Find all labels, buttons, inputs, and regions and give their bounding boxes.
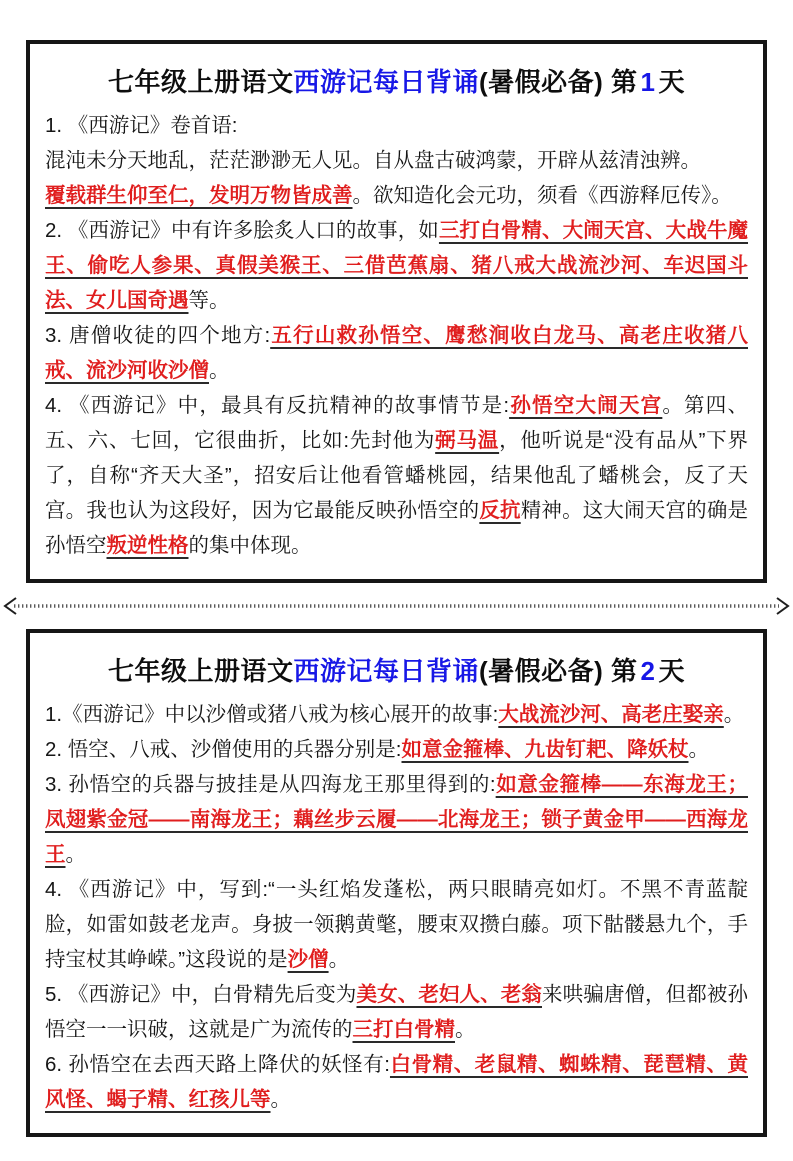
- title-accent-run: 西游记每日背诵: [293, 656, 479, 686]
- text-run: 。欲知造化会元功，须看《西游释厄传》。: [352, 184, 732, 207]
- answer-highlight: 美女、老妇人、老翁: [356, 983, 542, 1006]
- paragraph: [45, 143, 748, 178]
- title-run: 天: [658, 656, 686, 686]
- text-run: 2. 《西游记》中有许多脍炙人口的故事，如: [45, 219, 439, 242]
- answer-highlight: 反抗: [479, 499, 521, 522]
- answer-highlight: 叛逆性格: [106, 534, 189, 557]
- card-title: [45, 62, 748, 99]
- day-card: [26, 629, 767, 1137]
- text-run: 4. 《西游记》中，写到:“一头红焰发蓬松，两只眼睛亮如灯。不黑不青蓝靛脸，如雷如鼓老龙声。身披一领鹅黄氅，腰束双攒白藤。项下骷髅悬九个，手持宝杖其峥嵘。”这段说的是: [45, 878, 748, 971]
- title-run: (暑假必备) 第: [479, 656, 638, 686]
- paragraph: [45, 732, 748, 767]
- text-run: 5. 《西游记》中，白骨精先后变为: [45, 983, 357, 1006]
- paragraph: [45, 388, 748, 563]
- text-run: 1.《西游记》中以沙僧或猪八戒为核心展开的故事:: [45, 703, 499, 726]
- answer-highlight: 三打白骨精: [352, 1018, 455, 1041]
- text-run: 。: [688, 738, 709, 761]
- answer-highlight: 覆载群生仰至仁，: [45, 184, 209, 207]
- answer-highlight: 发明万物皆成善: [209, 184, 353, 207]
- title-run: 七年级上册语文: [107, 67, 294, 97]
- answer-highlight: 如意金箍棒——东海龙王；凤翅紫金冠——南海龙王；藕丝步云履——北海龙王；锁子黄金甲——西海龙王: [45, 773, 748, 866]
- answer-highlight: 五行山救孙悟空、鹰愁涧收白龙马、高老庄收猪八戒、流沙河收沙僧: [45, 324, 748, 382]
- paragraph: [45, 213, 748, 318]
- text-run: 2. 悟空、八戒、沙僧使用的兵器分别是:: [45, 738, 402, 761]
- text-run: 精神。这大闹天宫的确是孙悟空: [45, 499, 749, 557]
- text-run: 3. 孙悟空的兵器与披挂是从四海龙王那里得到的:: [45, 773, 496, 796]
- paragraph: [45, 318, 748, 388]
- paragraph: [45, 178, 748, 213]
- text-run: 。第四、五、六、七回，它很曲折，比如:先封他为: [45, 394, 748, 452]
- text-run: 。: [723, 703, 745, 726]
- paragraph: [45, 872, 748, 977]
- paragraph: [45, 697, 748, 732]
- text-run: 6. 孙悟空在去西天路上降伏的妖怪有:: [45, 1053, 390, 1076]
- card-body: [45, 108, 748, 563]
- text-run: 1. 《西游记》卷首语:: [45, 114, 238, 137]
- text-run: 混沌未分天地乱，茫茫渺渺无人见。自从盘古破鸿蒙，开辟从兹清浊辨。: [45, 149, 701, 172]
- text-run: 。: [270, 1088, 291, 1111]
- title-run: 七年级上册语文: [107, 656, 294, 686]
- text-run: 3. 唐僧收徒的四个地方:: [45, 324, 271, 347]
- paragraph: [45, 767, 748, 872]
- text-run: 4. 《西游记》中，最具有反抗精神的故事情节是:: [45, 394, 510, 417]
- text-run: 。: [65, 843, 86, 866]
- cut-line-divider: [0, 583, 793, 629]
- day-number: 2: [640, 656, 656, 686]
- card-title: [45, 651, 748, 688]
- answer-highlight: 如意金箍棒、九齿钉耙、降妖杖: [401, 738, 689, 761]
- card-body: [45, 697, 748, 1117]
- answer-highlight: 弼马温: [435, 429, 500, 452]
- text-run: 。: [328, 948, 350, 971]
- text-run: 来哄骗唐僧，但都被孙悟空一一识破，这就是广为流传的: [45, 983, 749, 1041]
- title-accent-run: 西游记每日背诵: [293, 67, 479, 97]
- card-slot-2: [0, 629, 793, 1137]
- answer-highlight: 孙悟空大闹天宫: [509, 394, 663, 417]
- text-run: 。: [455, 1018, 476, 1041]
- title-run: (暑假必备) 第: [479, 67, 638, 97]
- day-card: [26, 40, 767, 583]
- day-number: 1: [640, 67, 656, 97]
- cut-line-svg: [0, 595, 793, 617]
- answer-highlight: 沙僧: [287, 948, 329, 971]
- text-run: ，他听说是“没有品从”下界了，自称“齐天大圣”，招安后让他看管蟠桃园，结果他乱了蟠桃会，反了天宫。我也认为这段好，因为它最能反映孙悟空的: [45, 429, 749, 522]
- text-run: 。: [209, 359, 230, 382]
- answer-highlight: 三打白骨精、大闹天宫、大战牛魔王、偷吃人参果、真假美猴王、三借芭蕉扇、猪八戒大战流沙河、车迟国斗法、女儿国奇遇: [45, 219, 749, 312]
- paragraph: [45, 977, 748, 1047]
- paragraph: [45, 1047, 748, 1117]
- answer-highlight: 白骨精、老鼠精、蜘蛛精、琵琶精、黄风怪、蝎子精、红孩儿等: [45, 1053, 748, 1111]
- text-run: 等。: [188, 289, 230, 312]
- card-slot-1: [0, 40, 793, 583]
- text-run: 的集中体现。: [188, 534, 312, 557]
- answer-highlight: 大战流沙河、高老庄娶亲: [498, 703, 724, 726]
- title-run: 天: [658, 67, 686, 97]
- paragraph: [45, 108, 748, 143]
